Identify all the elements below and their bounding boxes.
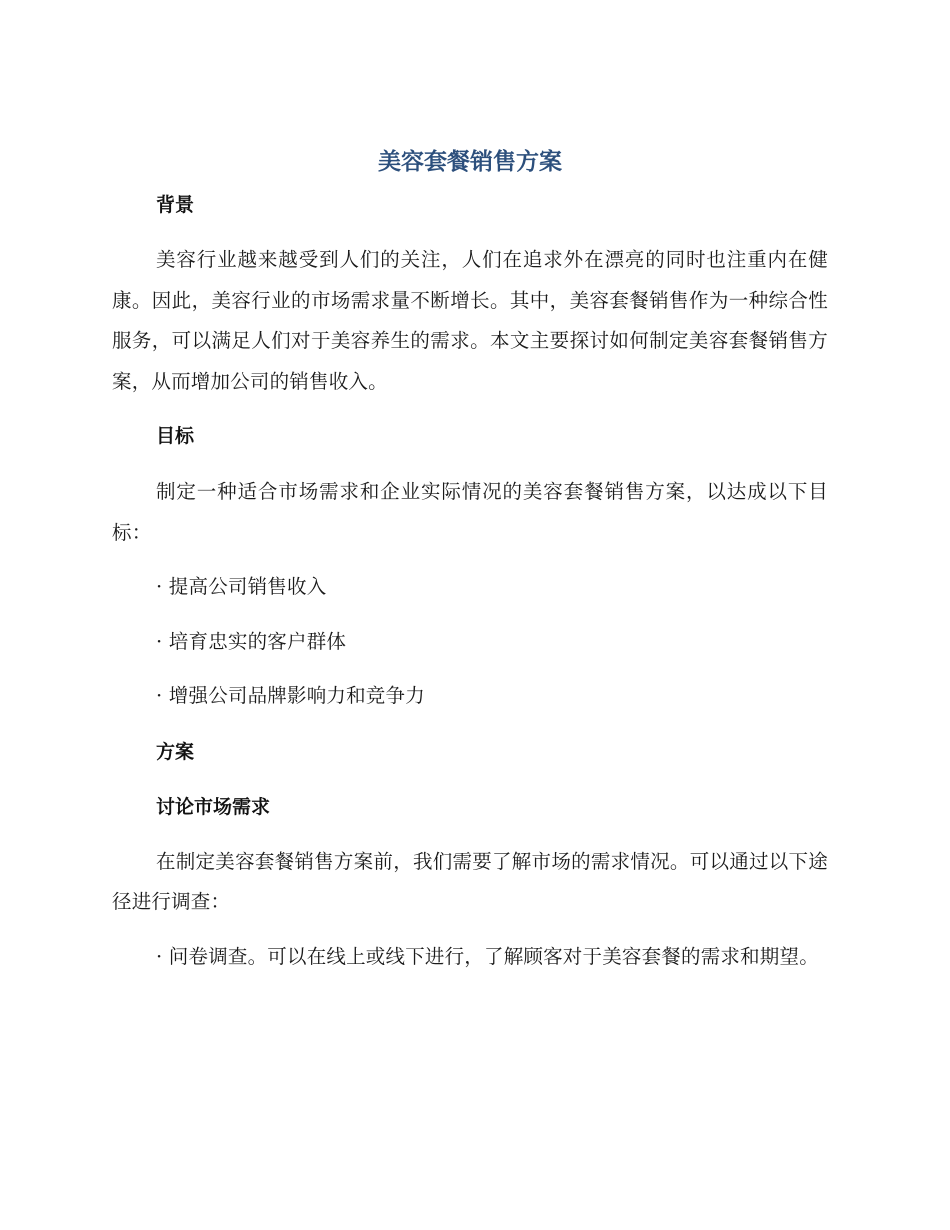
market-bullet-item: · 问卷调查。可以在线上或线下进行，了解顾客对于美容套餐的需求和期望。: [156, 944, 819, 968]
document-page: [112, 142, 828, 977]
market-paragraph: 在制定美容套餐销售方案前，我们需要了解市场的需求情况。可以通过以下途径进行调查：: [112, 849, 828, 913]
background-paragraph: 美容行业越来越受到人们的关注，人们在追求外在漂亮的同时也注重内在健康。因此，美容行业的市场需求量不断增长。其中，美容套餐销售作为一种综合性服务，可以满足人们对于美容养生的需求。本文主要探讨如何制定美容套餐销售方案，从而增加公司的销售收入。: [112, 248, 828, 393]
section-heading-goals: 目标: [156, 425, 195, 447]
section-heading-market: 讨论市场需求: [156, 795, 271, 818]
section-heading-background: 背景: [156, 194, 195, 216]
goals-bullet-item: · 提高公司销售收入: [156, 575, 327, 598]
section-heading-plan: 方案: [156, 740, 195, 763]
goals-paragraph: 制定一种适合市场需求和企业实际情况的美容套餐销售方案，以达成以下目标：: [112, 480, 828, 544]
goals-bullet-item: · 增强公司品牌影响力和竞争力: [156, 684, 425, 707]
goals-bullet-item: · 培育忠实的客户群体: [156, 629, 347, 653]
document-title: 美容套餐销售方案: [378, 149, 562, 175]
